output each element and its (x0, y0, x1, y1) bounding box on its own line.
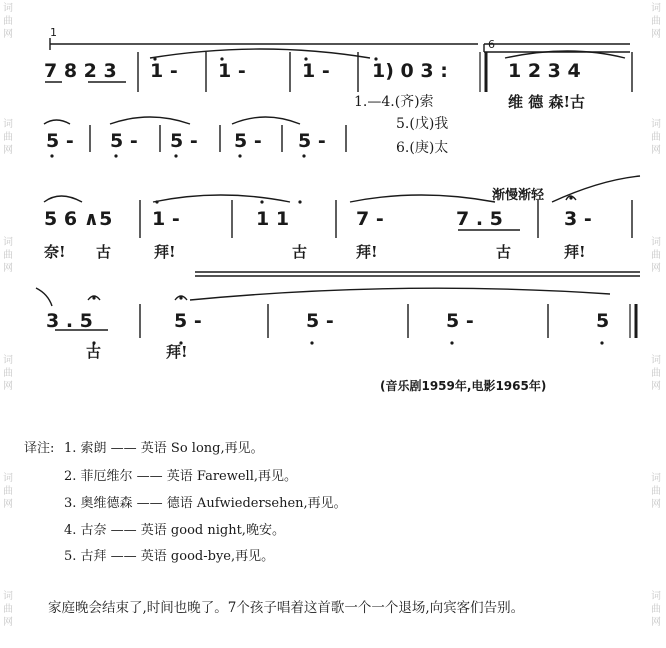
row4-measure-5: 5 (596, 310, 610, 332)
footer-paragraph: 家庭晚会结束了,时间也晚了。7个孩子唱着这首歌一个一个退场,向宾客们告别。 (48, 600, 525, 616)
row4-measure-3: 5 - (306, 310, 334, 332)
row4-lyric-1: 古 (86, 343, 102, 361)
note-item-1: 1. 索朗 —— 英语 So long,再见。 (64, 441, 264, 456)
row1-measure-4: 1) 0 3 : (372, 60, 448, 82)
row4-measure-2: 5 - (174, 310, 202, 332)
row3-lyric-4: 古 (292, 243, 308, 261)
volta-1-label: 1 (50, 26, 57, 39)
row3-measure-5: 7 . 5 (456, 208, 503, 230)
row2-measure-4: 5 - (234, 130, 262, 152)
watermark-right-2: 词 曲 网 (651, 119, 661, 156)
watermark-right-3: 词 曲 网 (651, 237, 661, 274)
row1-lyric-verse6: 6.(庚)太 (396, 140, 449, 156)
note-item-3: 3. 奥维德森 —— 德语 Aufwiedersehen,再见。 (64, 496, 347, 511)
row3-lyric-6: 古 (496, 243, 512, 261)
row3-measure-6: 3 - (564, 208, 592, 230)
row3-lyric-7: 拜! (564, 243, 586, 261)
row1-pickup-notes: 7 8 2 3 (44, 60, 117, 82)
watermark-right-6: 词 曲 网 (651, 591, 661, 628)
watermark-left-1: 词 曲 网 (3, 3, 13, 40)
row1-lyric-verse1: 1.—4.(齐)索 (354, 94, 434, 110)
watermark-left-3: 词 曲 网 (3, 237, 13, 274)
volta-2-label: 6 (488, 38, 495, 51)
row2-measure-1: 5 - (46, 130, 74, 152)
row2-measure-3: 5 - (170, 130, 198, 152)
row1-lyric-right: 维 德 森!古 (508, 93, 586, 111)
note-item-5: 5. 古拜 —— 英语 good-bye,再见。 (64, 549, 275, 564)
row3-measure-1: 5 6 ∧5 (44, 208, 113, 230)
row4-measure-1: 3 . 5 (46, 310, 93, 332)
row3-lyric-2: 古 (96, 243, 112, 261)
watermark-left-6: 词 曲 网 (3, 591, 13, 628)
row3-measure-4: 7 - (356, 208, 384, 230)
row3-lyric-1: 奈! (44, 243, 66, 261)
row3-expression-mark: 渐慢渐轻 (492, 188, 545, 203)
watermark-left-4: 词 曲 网 (3, 355, 13, 392)
score-caption: (音乐剧1959年,电影1965年) (380, 379, 547, 393)
note-item-2: 2. 菲厄维尔 —— 英语 Farewell,再见。 (64, 469, 297, 484)
watermark-right-1: 词 曲 网 (651, 3, 661, 40)
row3-lyric-5: 拜! (356, 243, 378, 261)
row3-lyric-3: 拜! (154, 243, 176, 261)
watermark-left-2: 词 曲 网 (3, 119, 13, 156)
row4-measure-4: 5 - (446, 310, 474, 332)
row1-lyric-verse5: 5.(戊)我 (396, 116, 449, 132)
notes-label: 译注: (24, 441, 55, 456)
row3-measure-3: 1 1 (256, 208, 290, 230)
row1-measure-2: 1 - (218, 60, 246, 82)
row2-measure-2: 5 - (110, 130, 138, 152)
row1-measure-1: 1 - (150, 60, 178, 82)
note-item-4: 4. 古奈 —— 英语 good night,晚安。 (64, 523, 285, 538)
watermark-right-5: 词 曲 网 (651, 473, 661, 510)
row1-measure-3: 1 - (302, 60, 330, 82)
row4-lyric-2: 拜! (166, 343, 188, 361)
row3-measure-2: 1 - (152, 208, 180, 230)
row1-measure-right: 1 2 3 4 (508, 60, 581, 82)
watermark-right-4: 词 曲 网 (651, 355, 661, 392)
watermark-left-5: 词 曲 网 (3, 473, 13, 510)
row2-measure-5: 5 - (298, 130, 326, 152)
